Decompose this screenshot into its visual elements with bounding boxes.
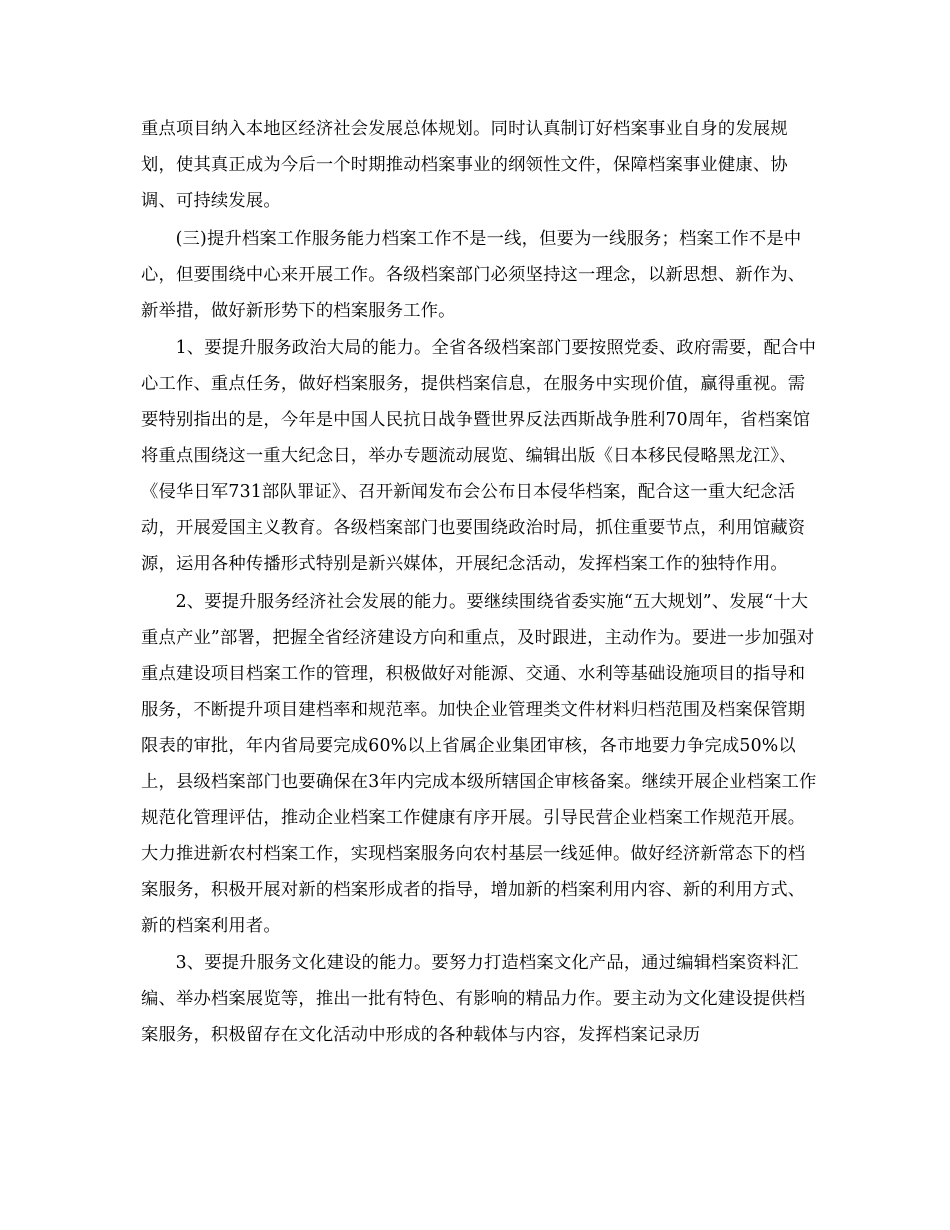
document-page — [141, 111, 819, 1055]
paragraph-item-3: 3、要提升服务文化建设的能力。要努力打造档案文化产品，通过编辑档案资料汇编、举办档案展览等，推出一批有特色、有影响的精品力作。要主动为文化建设提供档案服务，积极留存在文化活动中形成的各种载体与内容，发挥档案记录历 — [141, 953, 806, 1045]
paragraph-item-1: 1、要提升服务政治大局的能力。全省各级档案部门要按照党委、政府需要，配合中心工作、重点任务，做好档案服务，提供档案信息，在服务中实现价值，赢得重视。需要特别指出的是，今年是中国人民抗日战争暨世界反法西斯战争胜利70周年，省档案馆将重点围绕这一重大纪念日，举办专题流动展览、编辑出版《日本移民侵略黑龙江》、《侵华日军731部队罪证》、召开新闻发布会公布日本侵华档案，配合这一重大纪念活动，开展爱国主义教育。各级档案部门也要围绕政治时局，抓住重要节点，利用馆藏资源，运用各种传播形式特别是新兴媒体，开展纪念活动，发挥档案工作的独特作用。 — [141, 338, 817, 574]
paragraph-continuation: 重点项目纳入本地区经济社会发展总体规划。同时认真制订好档案事业自身的发展规划，使其真正成为今后一个时期推动档案事业的纲领性文件，保障档案事业健康、协调、可持续发展。 — [141, 119, 788, 211]
paragraph-item-2: 2、要提升服务经济社会发展的能力。要继续围绕省委实施“五大规划”、发展“十大重点产业”部署，把握全省经济建设方向和重点，及时跟进，主动作为。要进一步加强对重点建设项目档案工作的管理，积极做好对能源、交通、水利等基础设施项目的指导和服务，不断提升项目建档率和规范率。加快企业管理类文件材料归档范围及档案保管期限表的审批，年内省局要完成60%以上省属企业集团审核，各市地要力争完成50%以上，县级档案部门也要确保在3年内完成本级所辖国企审核备案。继续开展企业档案工作规范化管理评估，推动企业档案工作健康有序开展。引导民营企业档案工作规范开展。大力推进新农村档案工作，实现档案服务向农村基层一线延伸。做好经济新常态下的档案服务，积极开展对新的档案形成者的指导，增加新的档案利用内容、新的利用方式、新的档案利用者。 — [141, 591, 817, 936]
paragraph-section-three-heading: (三)提升档案工作服务能力档案工作不是一线，但要为一线服务；档案工作不是中心，但要围绕中心来开展工作。各级档案部门必须坚持这一理念，以新思想、新作为、新举措，做好新形势下的档案服务工作。 — [141, 228, 806, 321]
